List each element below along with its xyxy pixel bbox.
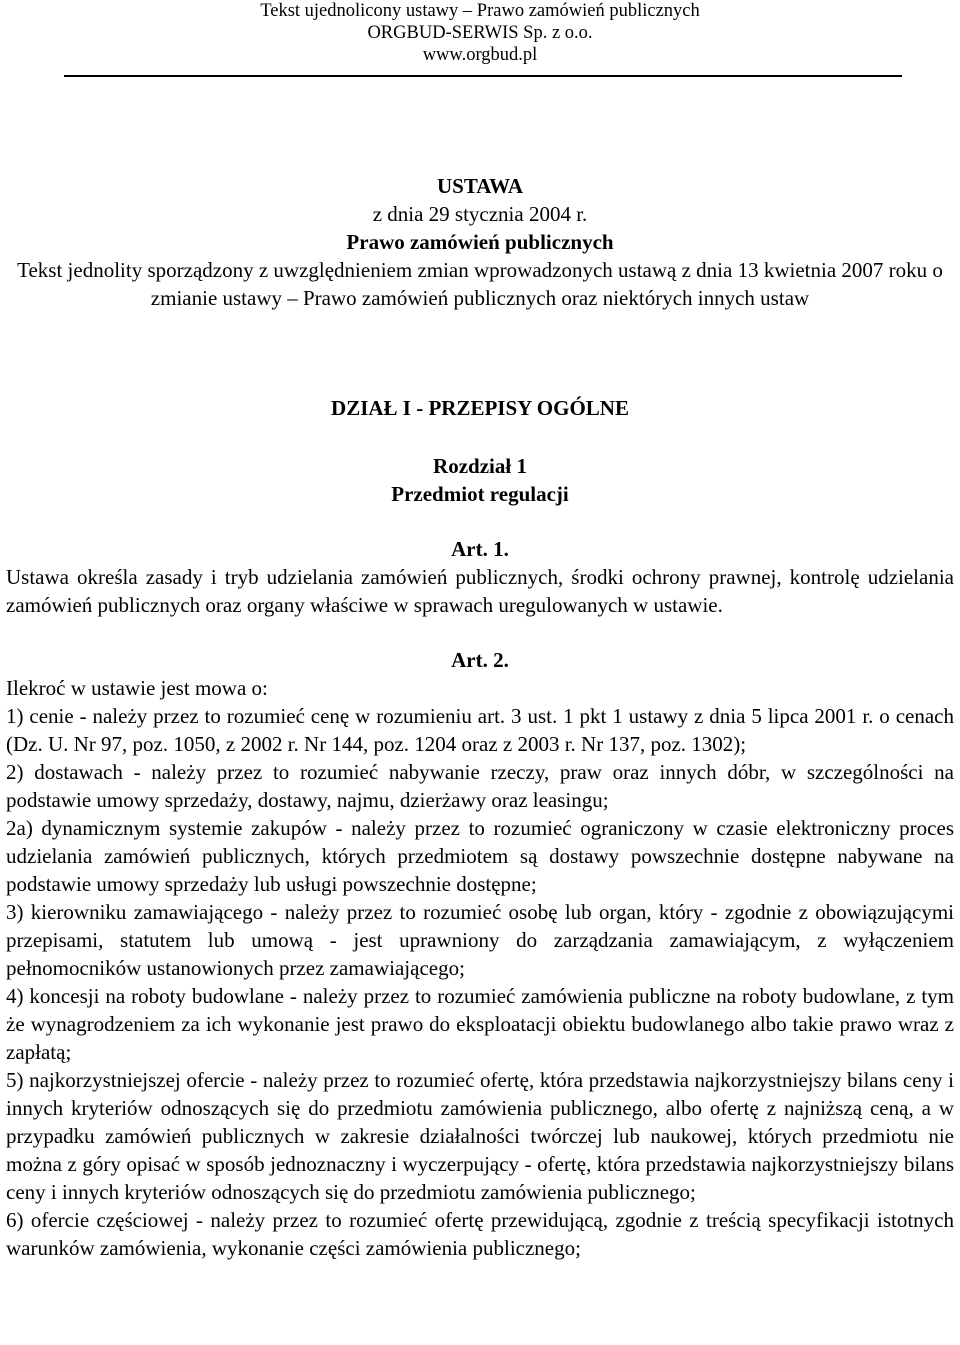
document-body <box>6 535 954 1262</box>
article-2-intro: Ilekroć w ustawie jest mowa o: <box>6 676 268 700</box>
article-2-heading: Art. 2. <box>451 648 509 672</box>
article-1-text: Ustawa określa zasady i tryb udzielania zamówień publicznych, środki ochrony prawnej, kontrolę udzielania zamówień publicznych oraz organy właściwe w sprawach uregulowanych w ustawie. <box>6 565 954 617</box>
running-header-title: Tekst ujednolicony ustawy – Prawo zamówień publicznych <box>260 1 700 21</box>
definition-item: 4) koncesji na roboty budowlane - należy przez to rozumieć zamówienia publiczne na roboty budowlane, z tym że wynagrodzeniem za ich wykonanie jest prawo do eksploatacji obiektu budowlanego albo takie prawo wraz z zapłatą; <box>6 984 954 1064</box>
chapter-heading: Rozdział 1 <box>433 454 527 478</box>
act-title-block <box>6 172 954 312</box>
definition-item: 6) ofercie częściowej - należy przez to rozumieć ofertę przewidującą, zgodnie z treścią specyfikacji istotnych warunków zamówienia, wykonanie części zamówienia publicznego; <box>6 1208 954 1260</box>
act-name: Prawo zamówień publicznych <box>346 230 614 254</box>
act-consolidation-note: Tekst jednolity sporządzony z uwzględnieniem zmian wprowadzonych ustawą z dnia 13 kwietnia 2007 roku o zmianie ustawy – Prawo zamówień publicznych oraz niektórych innych ustaw <box>17 258 943 310</box>
division-heading: DZIAŁ I - PRZEPISY OGÓLNE <box>331 396 629 420</box>
article-1-heading: Art. 1. <box>451 537 509 561</box>
definition-item: 2a) dynamicznym systemie zakupów - należy przez to rozumieć ograniczony w czasie elektroniczny proces udzielania zamówień publicznych, których przedmiotem są dostawy powszechnie dostępne nabywane na podstawie umowy sprzedaży lub usługi powszechnie dostępne; <box>6 816 954 896</box>
definition-item: 3) kierowniku zamawiającego - należy przez to rozumieć osobę lub organ, który - zgodnie z obowiązującymi przepisami, statutem lub umową - jest uprawniony do zarządzania zamawiającym, z wyłączeniem pełnomocników ustanowionych przez zamawiającego; <box>6 900 954 980</box>
header-rule <box>64 75 902 77</box>
running-header-website: www.orgbud.pl <box>422 45 538 65</box>
chapter-title: Przedmiot regulacji <box>391 482 569 506</box>
definition-item: 5) najkorzystniejszej ofercie - należy przez to rozumieć ofertę, która przedstawia najkorzystniejszy bilans ceny i innych kryteriów odnoszących się do przedmiotu zamówienia publicznego, albo ofertę z najniższą ceną, a w przypadku zamówień publicznych w zakresie działalności twórczej lub naukowej, których przedmiotu nie można z góry opisać w sposób jednoznaczny i wyczerpujący - ofertę, która przedstawia najkorzystniejszy bilans ceny i innych kryteriów odnoszących się do przedmiotu zamówienia publicznego; <box>6 1068 954 1204</box>
act-date: z dnia 29 stycznia 2004 r. <box>372 202 588 226</box>
definition-item: 1) cenie - należy przez to rozumieć cenę w rozumieniu art. 3 ust. 1 pkt 1 ustawy z dnia 5 lipca 2001 r. o cenach (Dz. U. Nr 97, poz. 1050, z 2002 r. Nr 144, poz. 1204 oraz z 2003 r. Nr 137, poz. 1302); <box>6 704 954 756</box>
running-header-company: ORGBUD-SERWIS Sp. z o.o. <box>367 23 593 43</box>
act-type: USTAWA <box>437 174 523 198</box>
paragraph-spacer <box>6 619 954 646</box>
definition-item: 2) dostawach - należy przez to rozumieć nabywanie rzeczy, praw oraz innych dóbr, w szczególności na podstawie umowy sprzedaży, dostawy, najmu, dzierżawy oraz leasingu; <box>6 760 954 812</box>
